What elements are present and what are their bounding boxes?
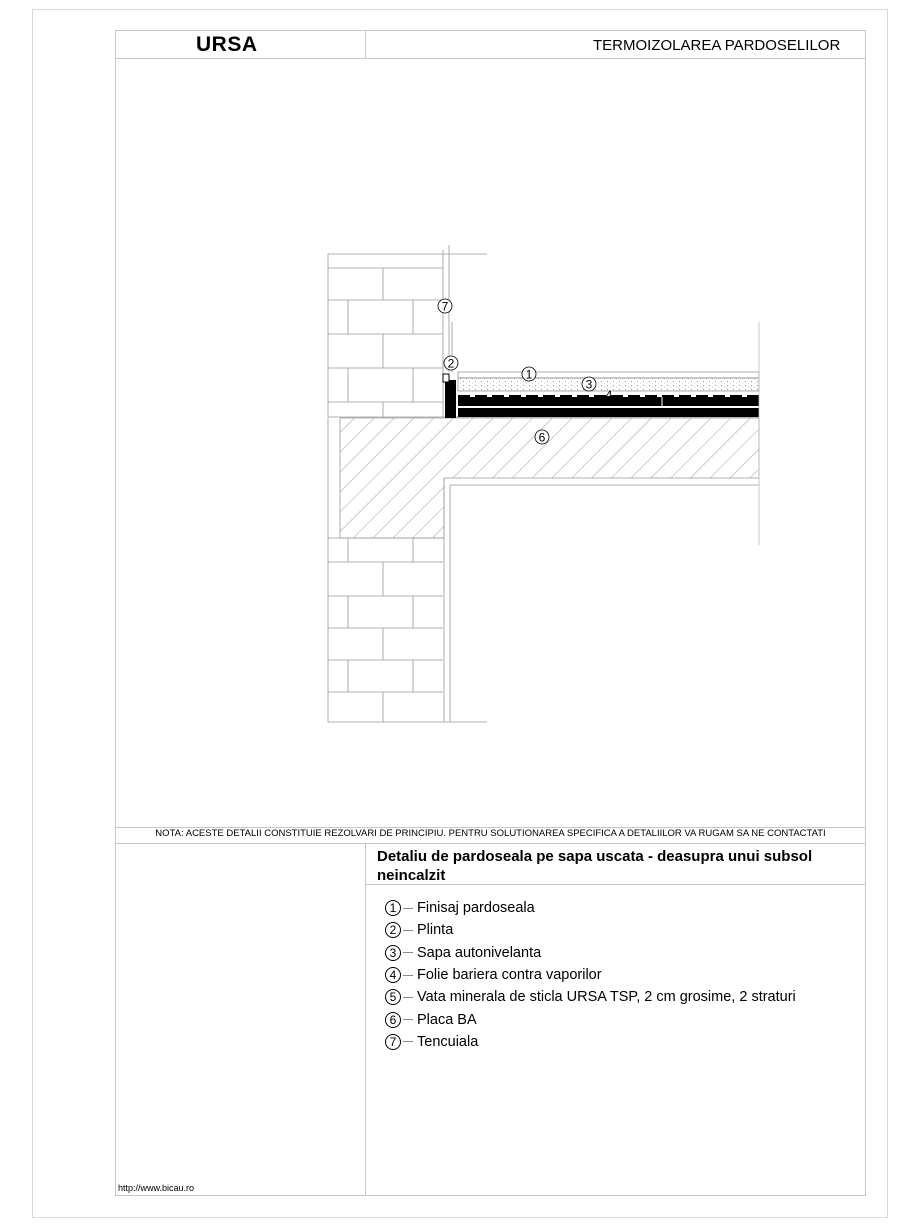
legend-label: Folie bariera contra vaporilor: [417, 967, 602, 984]
callout-6-label: 6: [538, 430, 546, 445]
skirting-board: [443, 374, 449, 382]
legend-number: 2: [385, 922, 401, 938]
legend-label: Placa BA: [417, 1011, 477, 1028]
callout-2: [444, 356, 458, 371]
legend-number: 4: [385, 967, 401, 983]
disclaimer-note: NOTA: ACESTE DETALII CONSTITUIE REZOLVARI DE PRINCIPIU. PENTRU SOLUTIONAREA SPECIFICA A DETALIILOR VA RUGAM SA NE CONTACTATI: [155, 828, 826, 839]
sheet-title: TERMOIZOLAREA PARDOSELILOR: [593, 37, 841, 54]
upper-brick-wall: [328, 254, 487, 417]
callout-4-label: 4: [605, 388, 613, 402]
brand-logo: URSA: [196, 33, 258, 56]
callout-4: [606, 388, 613, 402]
legend-number: 1: [385, 900, 401, 916]
legend-label: Vata minerala de sticla URSA TSP, 2 cm grosime, 2 straturi: [417, 989, 796, 1006]
concrete-slab: [340, 418, 759, 538]
legend-label: Plinta: [417, 922, 454, 939]
legend-number: 7: [385, 1034, 401, 1050]
floor-finish: [458, 372, 759, 378]
legend-label: Sapa autonivelanta: [417, 944, 542, 961]
callout-6: [535, 430, 549, 445]
callout-7: [438, 299, 452, 314]
basement-plaster: [444, 478, 759, 722]
legend-number: 5: [385, 989, 401, 1005]
callout-1: [522, 367, 536, 382]
legend-label: Finisaj pardoseala: [417, 900, 535, 917]
callout-1-label: 1: [525, 367, 533, 382]
callout-7-label: 7: [441, 299, 449, 314]
footer-url: http://www.bicau.ro: [118, 1183, 195, 1193]
legend-label: Tencuiala: [417, 1033, 479, 1050]
detail-title: Detaliu de pardoseala pe sapa uscata - deasupra unui subsol neincalzit: [377, 848, 813, 884]
legend-number: 3: [385, 945, 401, 961]
callout-3: [582, 377, 596, 392]
callout-3-label: 3: [585, 377, 593, 392]
callout-2-label: 2: [447, 356, 455, 371]
legend-number: 6: [385, 1012, 401, 1028]
edge-insulation-strip: [445, 380, 456, 418]
mineral-wool-layer: [458, 408, 759, 417]
